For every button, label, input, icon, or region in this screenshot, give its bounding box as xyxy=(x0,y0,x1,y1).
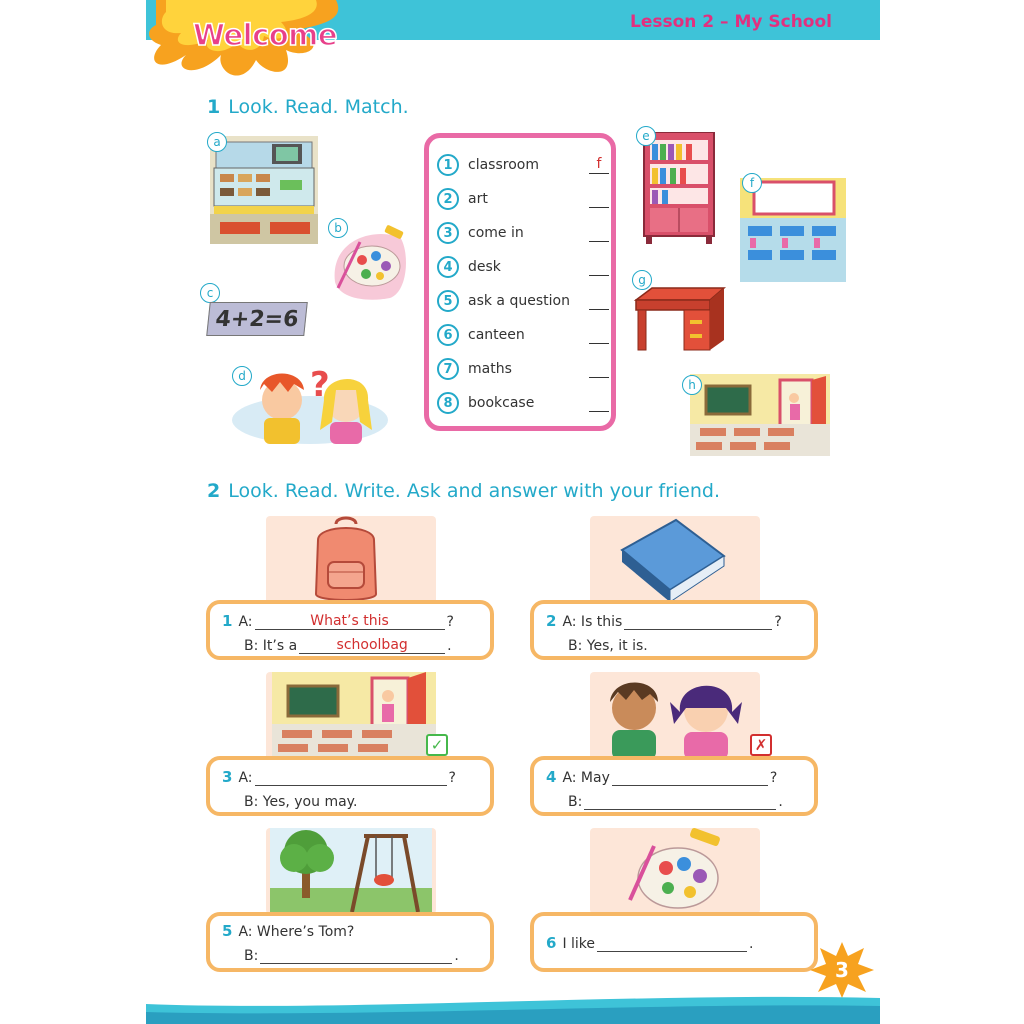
question-1-box xyxy=(206,600,494,660)
q1-a-answer[interactable]: What’s this xyxy=(255,614,445,630)
q1-b-suffix: . xyxy=(447,638,452,654)
match-number-5: 5 xyxy=(437,290,459,312)
check-icon: ✓ xyxy=(426,734,448,756)
q4-a-suffix: ? xyxy=(769,770,778,786)
q3-a-answer[interactable] xyxy=(255,770,447,786)
match-number-8: 8 xyxy=(437,392,459,414)
q6-a-suffix: . xyxy=(749,936,754,952)
match-number-7: 7 xyxy=(437,358,459,380)
question-3-box xyxy=(206,756,494,816)
match-number-6: 6 xyxy=(437,324,459,346)
q4-b-answer[interactable] xyxy=(584,794,776,810)
desk-picture xyxy=(632,286,726,356)
q5-a-text: A: Where’s Tom? xyxy=(238,924,355,940)
q5-b-answer[interactable] xyxy=(260,948,452,964)
q3-a-suffix: ? xyxy=(448,770,456,786)
paint-splash-decoration xyxy=(146,0,346,110)
match-answer-4[interactable] xyxy=(589,258,609,276)
match-word-8: bookcase xyxy=(468,395,535,411)
picture-letter-h: h xyxy=(682,375,702,395)
match-answer-7[interactable] xyxy=(589,360,609,378)
q2-line-a xyxy=(546,612,782,630)
q5-number: 5 xyxy=(222,922,233,940)
question-4-box xyxy=(530,756,818,816)
q1-number: 1 xyxy=(222,612,233,630)
match-item xyxy=(437,254,609,280)
match-word-5: ask a question xyxy=(468,293,570,309)
q2-a-prefix: A: Is this xyxy=(562,614,623,630)
q4-b-suffix: . xyxy=(778,794,783,810)
q6-number: 6 xyxy=(546,934,557,952)
q2-number: 2 xyxy=(546,612,557,630)
question-6-box xyxy=(530,912,818,972)
exercise1-title: Look. Read. Match. xyxy=(228,96,409,118)
q3-line-b xyxy=(222,794,357,810)
ask-question-picture xyxy=(232,360,388,446)
exercise2-heading xyxy=(207,480,720,502)
q4-b-prefix: B: xyxy=(568,794,583,810)
match-item xyxy=(437,390,609,416)
q3-line-a xyxy=(222,768,456,786)
q1-a-suffix: ? xyxy=(446,614,454,630)
picture-letter-f: f xyxy=(742,173,762,193)
q5-line-b xyxy=(222,948,459,964)
question-5-box xyxy=(206,912,494,972)
match-item xyxy=(437,186,609,212)
picture-letter-c: c xyxy=(200,283,220,303)
page-number: 3 xyxy=(835,958,849,982)
q4-number: 4 xyxy=(546,768,557,786)
book-picture xyxy=(616,516,728,604)
picture-letter-d: d xyxy=(232,366,252,386)
q5-b-prefix: B: xyxy=(244,948,259,964)
exercise2-number: 2 xyxy=(207,480,221,502)
maths-card: 4+2=6 xyxy=(206,302,308,336)
match-number-1: 1 xyxy=(437,154,459,176)
question-2-box xyxy=(530,600,818,660)
q1-a-prefix: A: xyxy=(238,614,253,630)
q2-a-suffix: ? xyxy=(774,614,782,630)
match-number-4: 4 xyxy=(437,256,459,278)
schoolbag-picture xyxy=(306,516,386,604)
match-word-list xyxy=(424,133,616,431)
match-answer-6[interactable] xyxy=(589,326,609,344)
q3-number: 3 xyxy=(222,768,233,786)
match-word-6: canteen xyxy=(468,327,525,343)
exercise1-heading xyxy=(207,96,409,118)
lesson-title: Lesson 2 – My School xyxy=(630,12,832,32)
exercise1-number: 1 xyxy=(207,96,221,118)
q6-a-prefix: I like xyxy=(562,936,596,952)
q2-b-text: B: Yes, it is. xyxy=(568,638,648,654)
come-in-picture xyxy=(690,374,830,456)
q4-line-b xyxy=(546,794,783,810)
match-answer-2[interactable] xyxy=(589,190,609,208)
match-item xyxy=(437,220,609,246)
svg-text:?: ? xyxy=(310,365,330,405)
match-answer-3[interactable] xyxy=(589,224,609,242)
art-palette-picture-2 xyxy=(620,826,730,914)
q5-line-a xyxy=(222,922,354,940)
bookcase-picture xyxy=(640,132,718,244)
canteen-picture xyxy=(210,136,318,244)
exercise2-title: Look. Read. Write. Ask and answer with your friend. xyxy=(228,480,720,502)
q1-line-a xyxy=(222,612,454,630)
match-item xyxy=(437,356,609,382)
kids-picture xyxy=(596,672,756,760)
match-item xyxy=(437,152,609,178)
q6-line-a xyxy=(546,934,753,952)
q5-b-suffix: . xyxy=(454,948,459,964)
playground-picture xyxy=(268,822,434,914)
match-word-7: maths xyxy=(468,361,512,377)
q4-line-a xyxy=(546,768,777,786)
q6-a-answer[interactable] xyxy=(597,936,747,952)
bottom-wave-decoration xyxy=(146,992,880,1024)
match-word-2: art xyxy=(468,191,488,207)
classroom-picture xyxy=(740,178,846,282)
come-in-picture-2 xyxy=(268,672,436,760)
match-word-3: come in xyxy=(468,225,524,241)
q1-line-b xyxy=(222,638,452,654)
q2-line-b xyxy=(546,638,648,654)
picture-letter-b: b xyxy=(328,218,348,238)
welcome-title: Welcome xyxy=(193,18,338,52)
q1-b-answer[interactable]: schoolbag xyxy=(299,638,445,654)
match-answer-8[interactable] xyxy=(589,394,609,412)
picture-letter-a: a xyxy=(207,132,227,152)
match-item xyxy=(437,288,609,314)
q4-a-answer[interactable] xyxy=(612,770,768,786)
q3-a-prefix: A: xyxy=(238,770,253,786)
match-answer-1[interactable]: f xyxy=(589,156,609,174)
match-word-1: classroom xyxy=(468,157,539,173)
q3-b-text: B: Yes, you may. xyxy=(244,794,358,810)
cross-icon: ✗ xyxy=(750,734,772,756)
match-word-4: desk xyxy=(468,259,501,275)
match-item xyxy=(437,322,609,348)
q4-a-prefix: A: May xyxy=(562,770,610,786)
picture-letter-e: e xyxy=(636,126,656,146)
picture-letter-g: g xyxy=(632,270,652,290)
q2-a-answer[interactable] xyxy=(624,614,772,630)
match-number-3: 3 xyxy=(437,222,459,244)
match-answer-5[interactable] xyxy=(589,292,609,310)
match-number-2: 2 xyxy=(437,188,459,210)
q1-b-prefix: B: It’s a xyxy=(244,638,298,654)
